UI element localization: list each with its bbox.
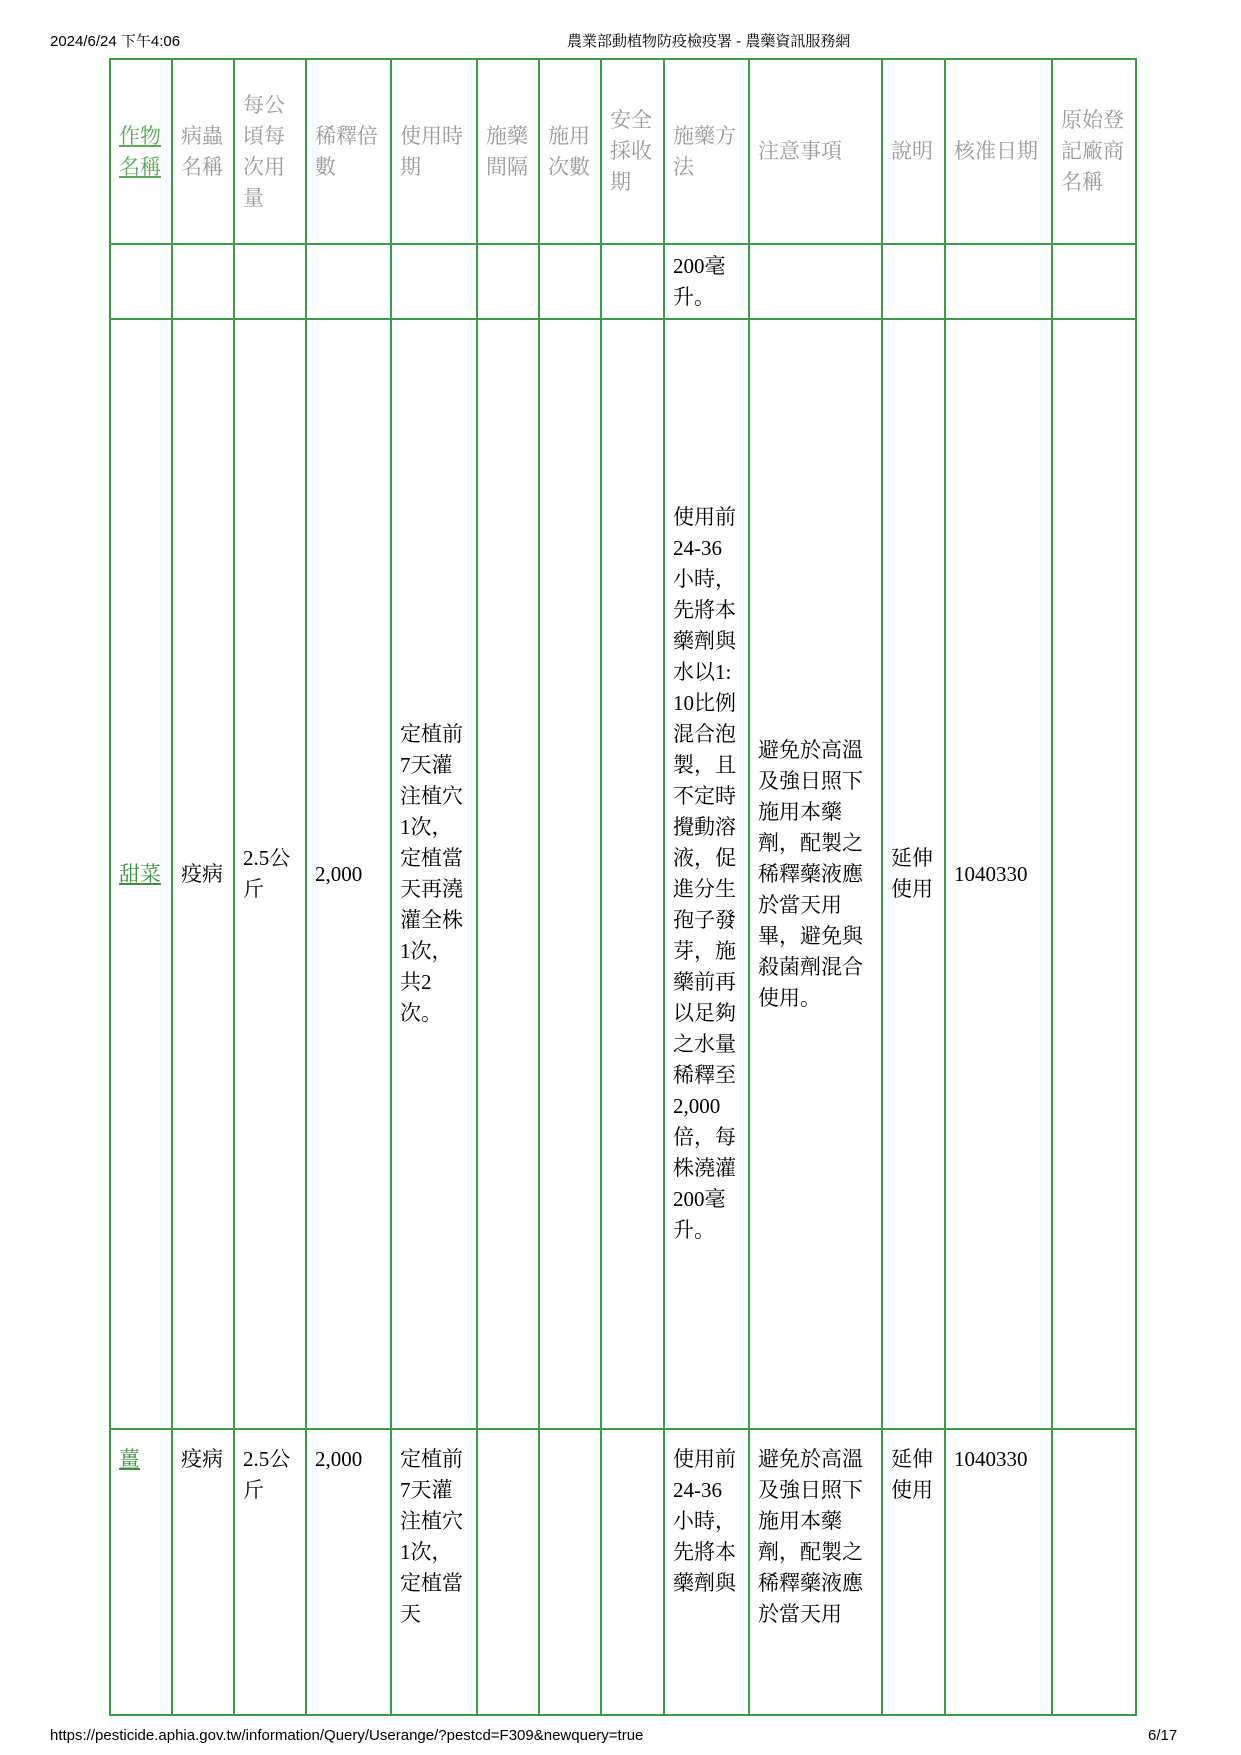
table-header-row xyxy=(110,59,1136,244)
col-header-approval-date: 核准日期 xyxy=(945,59,1052,244)
table-row xyxy=(110,1429,1136,1715)
cell-dosage: 2.5公斤 xyxy=(234,319,306,1429)
cell-times xyxy=(539,319,601,1429)
cell-approval-date: 1040330 xyxy=(945,319,1052,1429)
cell-interval xyxy=(477,244,539,319)
cell-timing: 定植前7天灌注植穴1次，定植當天再澆灌全株1次，共2次。 xyxy=(391,319,477,1429)
col-header-crop[interactable] xyxy=(110,59,172,244)
cell-registrant xyxy=(1052,244,1136,319)
cell-approval-date xyxy=(945,244,1052,319)
col-header-timing: 使用時期 xyxy=(391,59,477,244)
crop-link[interactable]: 薑 xyxy=(119,1447,140,1471)
cell-registrant xyxy=(1052,1429,1136,1715)
cell-dosage xyxy=(234,244,306,319)
cell-pest xyxy=(172,244,234,319)
cell-timing: 定植前7天灌注植穴1次，定植當天 xyxy=(391,1429,477,1715)
cell-pest: 疫病 xyxy=(172,1429,234,1715)
table-row xyxy=(110,319,1136,1429)
cell-times xyxy=(539,1429,601,1715)
sort-crop-link[interactable]: 作物名稱 xyxy=(119,123,161,179)
cell-interval xyxy=(477,1429,539,1715)
col-header-times: 施用次數 xyxy=(539,59,601,244)
col-header-safe-harvest: 安全採收期 xyxy=(601,59,664,244)
cell-crop xyxy=(110,244,172,319)
cell-pest: 疫病 xyxy=(172,319,234,1429)
cell-method: 使用前24-36小時，先將本藥劑與 xyxy=(664,1429,749,1715)
cell-crop[interactable] xyxy=(110,1429,172,1715)
cell-dilution xyxy=(306,244,391,319)
cell-remark: 延伸使用 xyxy=(882,319,945,1429)
usage-table xyxy=(109,58,1137,1716)
cell-dilution: 2,000 xyxy=(306,319,391,1429)
cell-crop[interactable] xyxy=(110,319,172,1429)
cell-timing xyxy=(391,244,477,319)
col-header-registrant: 原始登記廠商名稱 xyxy=(1052,59,1136,244)
cell-notes: 避免於高溫及強日照下施用本藥劑，配製之稀釋藥液應於當天用 xyxy=(749,1429,882,1715)
col-header-remark: 說明 xyxy=(882,59,945,244)
cell-interval xyxy=(477,319,539,1429)
cell-registrant xyxy=(1052,319,1136,1429)
cell-safe-harvest xyxy=(601,244,664,319)
cell-times xyxy=(539,244,601,319)
cell-dosage: 2.5公斤 xyxy=(234,1429,306,1715)
crop-link[interactable]: 甜菜 xyxy=(119,861,161,886)
cell-dilution: 2,000 xyxy=(306,1429,391,1715)
cell-notes xyxy=(749,244,882,319)
cell-safe-harvest xyxy=(601,1429,664,1715)
col-header-notes: 注意事項 xyxy=(749,59,882,244)
print-page-number: 6/17 xyxy=(1148,1727,1178,1744)
cell-method: 200毫升。 xyxy=(664,244,749,319)
col-header-method: 施藥方法 xyxy=(664,59,749,244)
cell-notes: 避免於高溫及強日照下施用本藥劑，配製之稀釋藥液應於當天用畢，避免與殺菌劑混合使用。 xyxy=(749,319,882,1429)
print-page-title: 農業部動植物防疫檢疫署 - 農藥資訊服務網 xyxy=(567,33,851,50)
col-header-pest: 病蟲名稱 xyxy=(172,59,234,244)
cell-approval-date: 1040330 xyxy=(945,1429,1052,1715)
col-header-interval: 施藥間隔 xyxy=(477,59,539,244)
table-row xyxy=(110,244,1136,319)
cell-method: 使用前24-36小時，先將本藥劑與水以1:10比例混合泡製，且不定時攪動溶液，促進分生孢子發芽，施藥前再以足夠之水量稀釋至2,000倍，每株澆灌200毫升。 xyxy=(664,319,749,1429)
print-url: https://pesticide.aphia.gov.tw/information/Query/Userange/?pestcd=F309&newquery=true xyxy=(50,1727,644,1744)
cell-remark xyxy=(882,244,945,319)
cell-remark: 延伸使用 xyxy=(882,1429,945,1715)
col-header-dosage: 每公頃每次用量 xyxy=(234,59,306,244)
col-header-dilution: 稀釋倍數 xyxy=(306,59,391,244)
print-datetime: 2024/6/24 下午4:06 xyxy=(50,33,181,50)
cell-safe-harvest xyxy=(601,319,664,1429)
